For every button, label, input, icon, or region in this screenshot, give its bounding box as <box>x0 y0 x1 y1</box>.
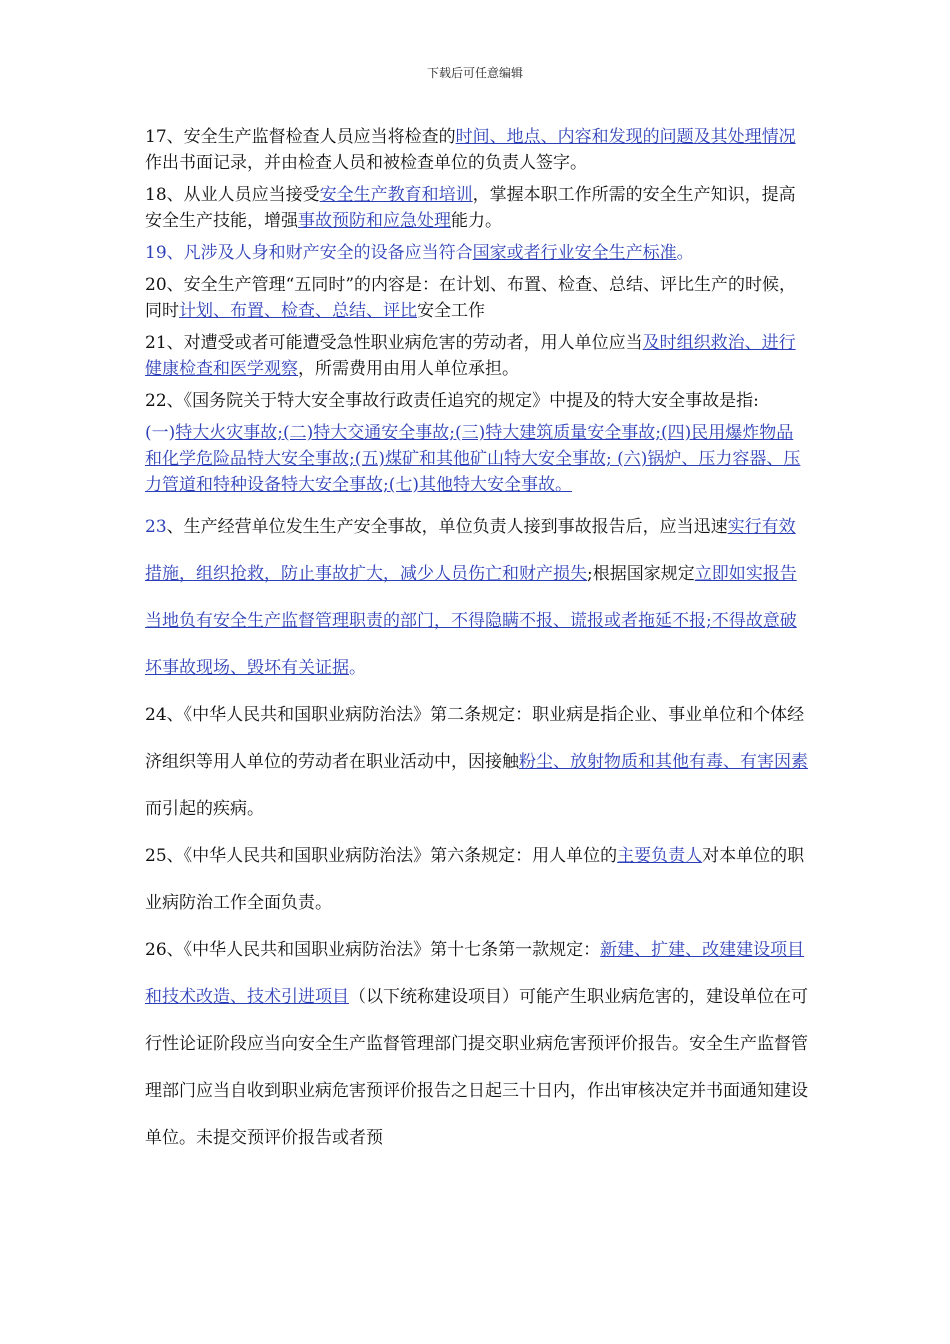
body-text: 26、《中华人民共和国职业病防治法》第十七条第一款规定： <box>145 940 601 960</box>
hyperlink-text[interactable]: 特大火灾事故;(二)特大交通安全事故;(三)特大建筑质量安全事故;(四)民用爆炸物品和化学危险品特大安全事故;(五)煤矿和其他矿山特大安全事故; (六)锅炉、压力容器、压力管道和特种设备特大安全事故;(七)其他特大安全事故。 <box>145 423 801 495</box>
item-17 <box>145 124 810 176</box>
blue-text: 。 <box>349 658 366 678</box>
item-20 <box>145 272 810 324</box>
body-text: ，所需费用由用人单位承担。 <box>298 359 519 379</box>
body-text: 25、《中华人民共和国职业病防治法》第六条规定：用人单位的 <box>145 846 618 866</box>
item-26 <box>145 927 810 1162</box>
item-22 <box>145 388 810 414</box>
body-text: 、生产经营单位发生生产安全事故，单位负责人接到事故报告后，应当迅速 <box>166 517 728 537</box>
body-text: 21、对遭受或者可能遭受急性职业病危害的劳动者，用人单位应当 <box>145 333 643 353</box>
item-21 <box>145 330 810 382</box>
body-text: ;根据国家规定 <box>587 564 695 584</box>
blue-text: 。 <box>676 243 694 263</box>
item-22-list <box>145 420 810 498</box>
blue-text: (一) <box>145 423 176 443</box>
hyperlink-text[interactable]: 粉尘、放射物质和其他有毒、有害因素 <box>519 752 808 772</box>
hyperlink-text[interactable]: 新建、扩建、改建建设项目和技术改造、技术引进项目 <box>145 940 805 1007</box>
blue-text: 19、凡涉及人身和财产安全的设备应当符合 <box>145 243 473 263</box>
body-text: 17、安全生产监督检查人员应当将检查的 <box>145 127 456 147</box>
item-19 <box>145 240 810 266</box>
item-25 <box>145 833 810 927</box>
item-18 <box>145 182 810 234</box>
body-text: 而引起的疾病。 <box>145 799 264 819</box>
hyperlink-text[interactable]: 实行有效措施，组织抢救，防止事故扩大，减少人员伤亡和财产损失 <box>145 517 796 584</box>
hyperlink-text[interactable]: 及时组织救治、进行健康检查和医学观察 <box>145 333 796 379</box>
body-text: ，掌握本职工作所需的安全生产知识，提高安全生产技能，增强 <box>145 185 796 231</box>
body-text: 18、从业人员应当接受 <box>145 185 320 205</box>
hyperlink-text[interactable]: 主要负责人 <box>617 846 703 866</box>
hyperlink-text[interactable]: 计划、布置、检查、总结、评比 <box>179 301 417 321</box>
body-text: 24、《中华人民共和国职业病防治法》第二条规定：职业病是指企业、事业单位和个体经济组织等用人单位的劳动者在职业活动中，因接触 <box>145 705 805 772</box>
body-text: 安全工作 <box>417 301 485 321</box>
blue-text: 23 <box>145 517 167 537</box>
document-body <box>145 124 810 1162</box>
body-text: （以下统称建设项目）可能产生职业病危害的，建设单位在可行性论证阶段应当向安全生产监督管理部门提交职业病危害预评价报告。安全生产监督管理部门应当自收到职业病危害预评价报告之日起三十日内，作出审核决定并书面通知建设单位。未提交预评价报告或者预 <box>145 987 808 1148</box>
body-text: 作出书面记录，并由检查人员和被检查单位的负责人签字。 <box>145 153 587 173</box>
body-text: 22、《国务院关于特大安全事故行政责任追究的规定》中提及的特大安全事故是指: <box>145 391 759 411</box>
hyperlink-text[interactable]: 国家或者行业安全生产标准 <box>472 243 677 263</box>
page-header: 下载后可任意编辑 <box>426 66 523 80</box>
hyperlink-text[interactable]: 安全生产教育和培训 <box>319 185 473 205</box>
body-text: 20、安全生产管理“五同时”的内容是：在计划、布置、检查、总结、评比生产的时候，同时 <box>145 275 797 321</box>
hyperlink-text[interactable]: 立即如实报告当地负有安全生产监督管理职责的部门，不得隐瞒不报、谎报或者拖延不报;不得故意破坏事故现场、毁坏有关证据 <box>145 564 797 678</box>
body-text: 能力。 <box>451 211 502 231</box>
item-24 <box>145 692 810 833</box>
hyperlink-text[interactable]: 时间、地点、内容和发现的问题及其处理情况 <box>455 127 796 147</box>
body-text: 对本单位的职业病防治工作全面负责。 <box>145 846 805 913</box>
item-23 <box>145 504 810 692</box>
hyperlink-text[interactable]: 事故预防和应急处理 <box>298 211 451 231</box>
